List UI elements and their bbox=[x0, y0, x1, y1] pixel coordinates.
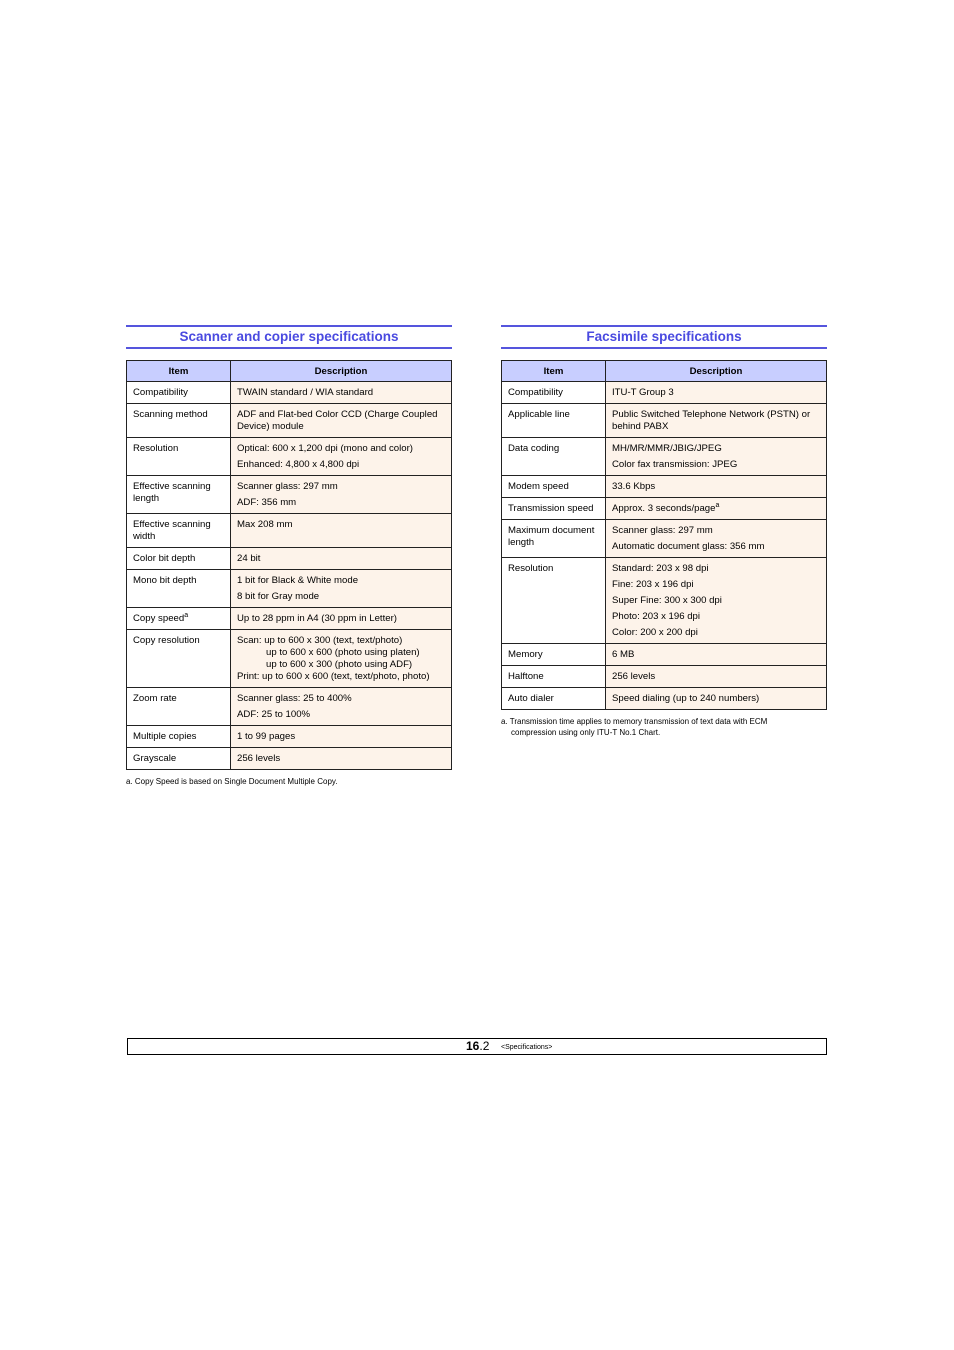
description-cell bbox=[231, 514, 452, 548]
table-row bbox=[502, 666, 827, 688]
description-text: ADF: 356 mm bbox=[237, 497, 297, 508]
table-row bbox=[502, 438, 827, 476]
description-cell bbox=[606, 382, 827, 404]
description-line bbox=[237, 443, 445, 455]
column-header-item: Item bbox=[502, 361, 606, 382]
table-row bbox=[502, 476, 827, 498]
scanner-footnote: a. Copy Speed is based on Single Document Multiple Copy. bbox=[126, 777, 338, 786]
item-cell bbox=[502, 404, 606, 438]
description-text: Public Switched Telephone Network (PSTN) or behind PABX bbox=[612, 409, 811, 432]
table-row bbox=[127, 514, 452, 548]
description-cell bbox=[606, 666, 827, 688]
description-text: ADF and Flat-bed Color CCD (Charge Coupled Device) module bbox=[237, 409, 438, 432]
table-row bbox=[127, 748, 452, 770]
description-text: 33.6 Kbps bbox=[612, 481, 656, 492]
table-row bbox=[127, 476, 452, 514]
scanner-heading: Scanner and copier specifications bbox=[126, 325, 452, 349]
description-line bbox=[612, 563, 820, 575]
table-row bbox=[502, 498, 827, 520]
description-text: Scanner glass: 25 to 400% bbox=[237, 693, 352, 704]
description-line bbox=[612, 595, 820, 607]
description-text: ITU-T Group 3 bbox=[612, 387, 674, 398]
description-text: 8 bit for Gray mode bbox=[237, 591, 320, 602]
item-cell bbox=[502, 520, 606, 558]
item-cell bbox=[127, 570, 231, 608]
item-cell bbox=[127, 514, 231, 548]
description-cell bbox=[606, 498, 827, 520]
description-line bbox=[612, 503, 820, 515]
description-cell bbox=[231, 382, 452, 404]
item-cell bbox=[127, 688, 231, 726]
item-label: Auto dialer bbox=[508, 693, 554, 704]
item-cell bbox=[502, 558, 606, 644]
description-text: 256 levels bbox=[237, 753, 281, 764]
fax-section bbox=[501, 325, 827, 738]
table-row bbox=[502, 644, 827, 666]
item-cell bbox=[127, 630, 231, 688]
description-line bbox=[612, 671, 820, 683]
description-text: Scanner glass: 297 mm bbox=[612, 525, 713, 536]
description-text: Color fax transmission: JPEG bbox=[612, 459, 738, 470]
description-line bbox=[237, 409, 445, 433]
fax-footnote-line1: a. Transmission time applies to memory transmission of text data with ECM bbox=[501, 717, 768, 726]
item-cell bbox=[127, 748, 231, 770]
description-cell bbox=[231, 630, 452, 688]
description-cell bbox=[606, 558, 827, 644]
description-cell bbox=[231, 748, 452, 770]
fax-table-body bbox=[502, 382, 827, 710]
table-row bbox=[127, 630, 452, 688]
fax-footnote-line2: compression using only ITU-T No.1 Chart. bbox=[511, 728, 661, 737]
item-label: Scanning method bbox=[133, 409, 208, 420]
description-text: TWAIN standard / WIA standard bbox=[237, 387, 374, 398]
column-header-description: Description bbox=[231, 361, 452, 382]
page-chapter-number: 16 bbox=[466, 1039, 480, 1053]
description-line bbox=[237, 519, 445, 531]
item-cell bbox=[127, 548, 231, 570]
item-cell bbox=[502, 688, 606, 710]
description-line bbox=[237, 635, 445, 647]
description-line bbox=[612, 459, 820, 471]
description-cell bbox=[606, 520, 827, 558]
description-text: Scan: up to 600 x 300 (text, text/photo) bbox=[237, 635, 403, 646]
description-cell bbox=[231, 570, 452, 608]
description-line bbox=[612, 579, 820, 591]
item-label: Resolution bbox=[133, 443, 179, 454]
description-line bbox=[237, 575, 445, 587]
scanner-table-body bbox=[127, 382, 452, 770]
item-cell bbox=[127, 404, 231, 438]
column-header-description: Description bbox=[606, 361, 827, 382]
description-text: 1 to 99 pages bbox=[237, 731, 296, 742]
description-cell bbox=[231, 476, 452, 514]
description-line bbox=[237, 693, 445, 705]
item-label: Maximum document length bbox=[508, 525, 595, 548]
description-text: Color: 200 x 200 dpi bbox=[612, 627, 698, 638]
description-text: Super Fine: 300 x 300 dpi bbox=[612, 595, 722, 606]
description-line bbox=[612, 409, 820, 433]
item-cell bbox=[502, 382, 606, 404]
description-cell bbox=[231, 438, 452, 476]
description-line bbox=[612, 481, 820, 493]
item-label: Memory bbox=[508, 649, 543, 660]
page-sub-number: .2 bbox=[479, 1039, 490, 1053]
fax-heading: Facsimile specifications bbox=[501, 325, 827, 349]
description-line bbox=[237, 591, 445, 603]
description-text: Speed dialing (up to 240 numbers) bbox=[612, 693, 760, 704]
description-text: Print: up to 600 x 600 (text, text/photo, photo) bbox=[237, 671, 430, 682]
description-cell bbox=[606, 688, 827, 710]
description-cell bbox=[606, 438, 827, 476]
description-cell bbox=[231, 726, 452, 748]
item-label: Halftone bbox=[508, 671, 544, 682]
table-row bbox=[127, 382, 452, 404]
scanner-spec-table bbox=[126, 360, 452, 770]
item-label: Modem speed bbox=[508, 481, 569, 492]
item-label: Compatibility bbox=[508, 387, 563, 398]
description-line bbox=[237, 753, 445, 765]
description-cell bbox=[231, 688, 452, 726]
item-cell bbox=[127, 608, 231, 630]
item-label: Grayscale bbox=[133, 753, 177, 764]
description-line bbox=[612, 693, 820, 705]
description-text: up to 600 x 600 (photo using platen) bbox=[266, 647, 420, 658]
description-text: Fine: 203 x 196 dpi bbox=[612, 579, 694, 590]
table-header-row bbox=[502, 361, 827, 382]
description-text: up to 600 x 300 (photo using ADF) bbox=[266, 659, 413, 670]
description-line bbox=[237, 709, 445, 721]
description-line bbox=[237, 613, 445, 625]
item-label: Effective scanning length bbox=[133, 481, 211, 504]
description-text: Scanner glass: 297 mm bbox=[237, 481, 338, 492]
description-cell bbox=[231, 404, 452, 438]
scanner-section bbox=[126, 325, 452, 787]
description-cell bbox=[231, 608, 452, 630]
description-line bbox=[612, 541, 820, 553]
table-row bbox=[502, 520, 827, 558]
item-cell bbox=[502, 476, 606, 498]
description-line bbox=[237, 553, 445, 565]
table-row bbox=[502, 688, 827, 710]
description-text: 6 MB bbox=[612, 649, 635, 660]
description-text: Photo: 203 x 196 dpi bbox=[612, 611, 701, 622]
description-text: Up to 28 ppm in A4 (30 ppm in Letter) bbox=[237, 613, 397, 624]
item-label: Color bit depth bbox=[133, 553, 196, 564]
item-label: Resolution bbox=[508, 563, 554, 574]
table-row bbox=[127, 438, 452, 476]
fax-footnote bbox=[501, 716, 827, 738]
description-line bbox=[612, 649, 820, 661]
description-line bbox=[237, 647, 445, 659]
item-label: Compatibility bbox=[133, 387, 188, 398]
description-line bbox=[612, 387, 820, 399]
item-cell bbox=[502, 666, 606, 688]
table-row bbox=[502, 382, 827, 404]
item-label: Effective scanning width bbox=[133, 519, 211, 542]
item-cell bbox=[502, 644, 606, 666]
item-label: Transmission speed bbox=[508, 503, 594, 514]
description-line bbox=[237, 387, 445, 399]
description-line bbox=[237, 459, 445, 471]
item-cell bbox=[502, 498, 606, 520]
item-label: Zoom rate bbox=[133, 693, 177, 704]
item-cell bbox=[127, 726, 231, 748]
description-text: Standard: 203 x 98 dpi bbox=[612, 563, 709, 574]
description-line bbox=[612, 627, 820, 639]
footnote-marker: a bbox=[715, 502, 720, 509]
description-line bbox=[237, 671, 445, 683]
item-label: Data coding bbox=[508, 443, 560, 454]
description-text: 256 levels bbox=[612, 671, 656, 682]
item-label: Applicable line bbox=[508, 409, 570, 420]
table-row bbox=[502, 404, 827, 438]
table-row bbox=[127, 404, 452, 438]
description-cell bbox=[606, 476, 827, 498]
page-footer bbox=[127, 1038, 827, 1055]
item-cell bbox=[127, 438, 231, 476]
description-text: 24 bit bbox=[237, 553, 261, 564]
description-cell bbox=[606, 404, 827, 438]
description-line bbox=[237, 497, 445, 509]
table-row bbox=[127, 726, 452, 748]
description-line bbox=[612, 611, 820, 623]
item-cell bbox=[127, 382, 231, 404]
description-cell bbox=[606, 644, 827, 666]
item-label: Mono bit depth bbox=[133, 575, 197, 586]
item-cell bbox=[127, 476, 231, 514]
description-line bbox=[237, 659, 445, 671]
fax-spec-table bbox=[501, 360, 827, 710]
description-text: Approx. 3 seconds/page bbox=[612, 503, 716, 514]
page-number bbox=[466, 1039, 489, 1054]
description-text: 1 bit for Black & White mode bbox=[237, 575, 359, 586]
table-row bbox=[127, 570, 452, 608]
table-header-row bbox=[127, 361, 452, 382]
item-cell bbox=[502, 438, 606, 476]
description-text: Enhanced: 4,800 x 4,800 dpi bbox=[237, 459, 360, 470]
item-label: Copy speed bbox=[133, 613, 185, 624]
description-text: Max 208 mm bbox=[237, 519, 293, 530]
table-row bbox=[502, 558, 827, 644]
description-cell bbox=[231, 548, 452, 570]
description-text: MH/MR/MMR/JBIG/JPEG bbox=[612, 443, 722, 454]
table-row bbox=[127, 688, 452, 726]
footnote-marker: a bbox=[184, 612, 189, 619]
column-header-item: Item bbox=[127, 361, 231, 382]
description-line bbox=[237, 481, 445, 493]
description-text: ADF: 25 to 100% bbox=[237, 709, 311, 720]
chapter-title: <Specifications> bbox=[501, 1044, 553, 1051]
table-row bbox=[127, 548, 452, 570]
description-line bbox=[612, 443, 820, 455]
description-line bbox=[612, 525, 820, 537]
table-row bbox=[127, 608, 452, 630]
description-text: Automatic document glass: 356 mm bbox=[612, 541, 765, 552]
description-line bbox=[237, 731, 445, 743]
item-label: Copy resolution bbox=[133, 635, 200, 646]
item-label: Multiple copies bbox=[133, 731, 197, 742]
description-text: Optical: 600 x 1,200 dpi (mono and color) bbox=[237, 443, 413, 454]
